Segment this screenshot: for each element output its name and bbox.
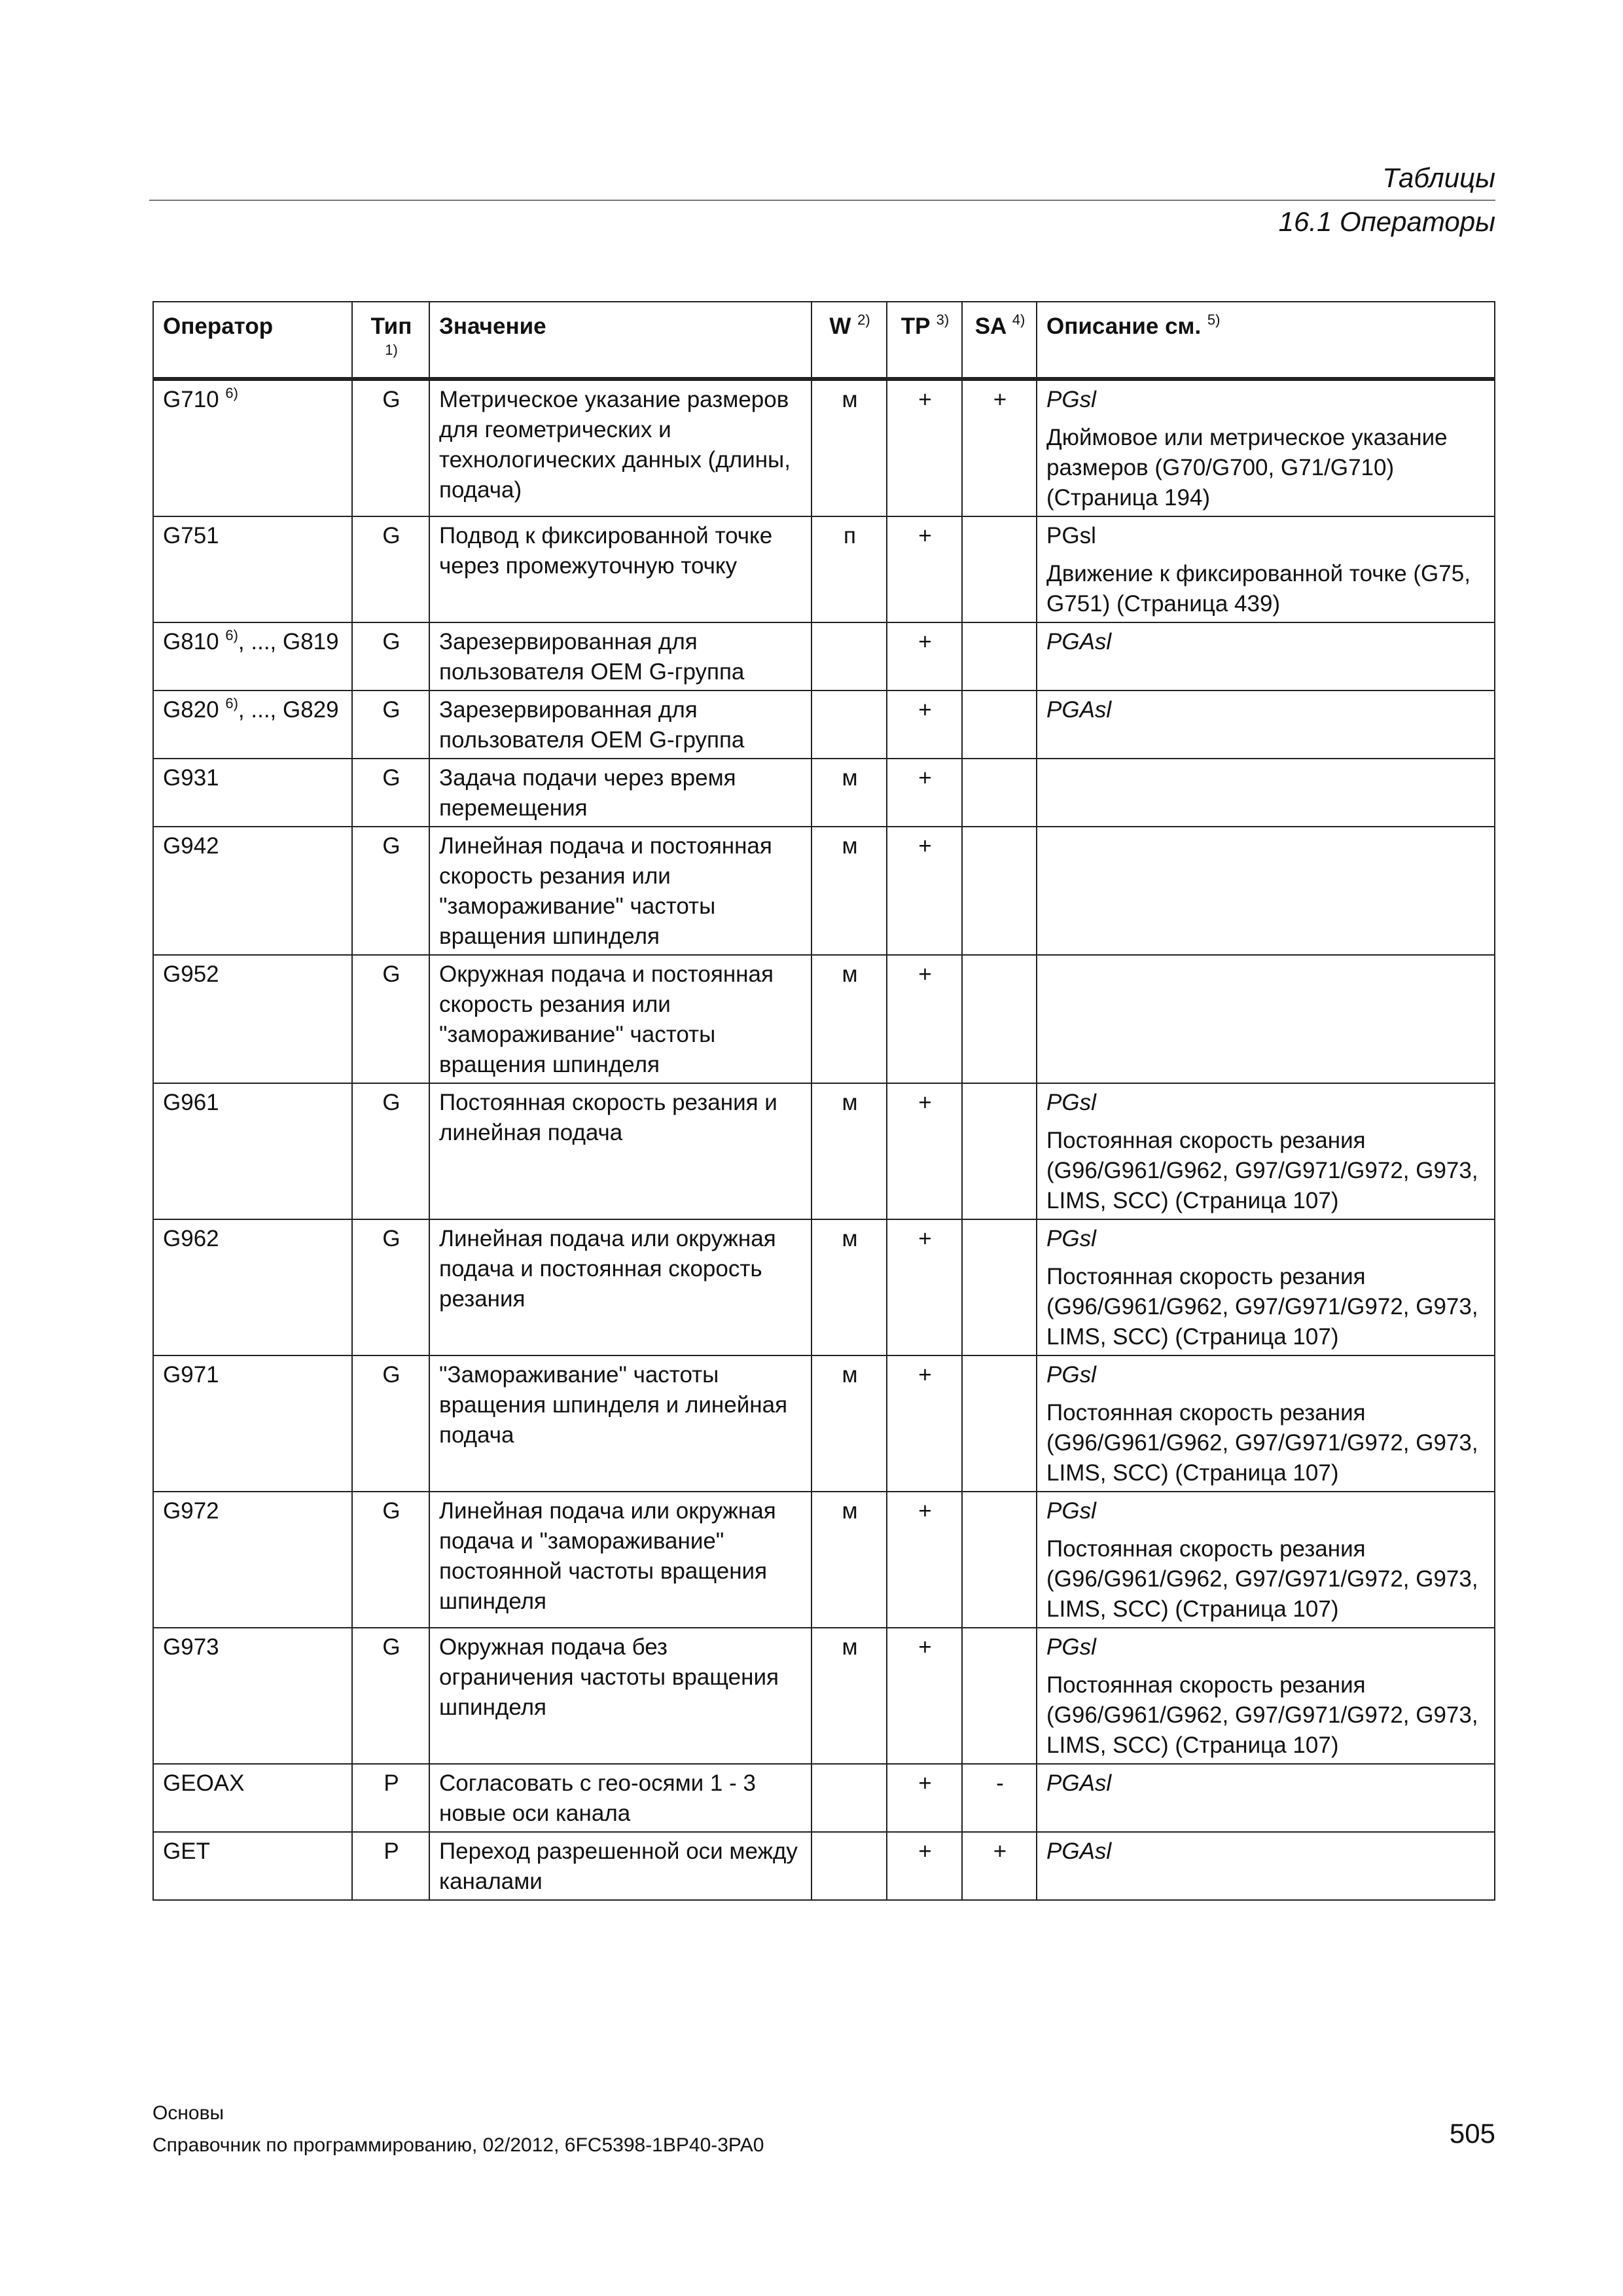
description-reference: PGsl xyxy=(1046,1362,1096,1388)
sa-cell xyxy=(962,622,1037,691)
sa-cell xyxy=(962,691,1037,759)
description-reference: PGAsl xyxy=(1046,1770,1112,1796)
tp-cell: + xyxy=(887,827,962,955)
column-header-description: Описание см. $^{5)}$ xyxy=(1037,302,1495,379)
w-cell: м xyxy=(812,1083,887,1219)
operator-cell xyxy=(153,1832,352,1900)
description-cell xyxy=(1037,1764,1495,1832)
type-cell: P xyxy=(352,1764,429,1832)
table-row xyxy=(153,1219,1495,1355)
w-cell: м xyxy=(812,827,887,955)
operator-code: G962 xyxy=(163,1226,219,1251)
table-body xyxy=(153,379,1495,1900)
meaning-cell: Окружная подача без ограничения частоты вращения шпинделя xyxy=(429,1628,812,1764)
operator-code: G942 xyxy=(163,833,219,859)
operator-code: G820 xyxy=(163,697,219,723)
description-cell xyxy=(1037,691,1495,759)
description-reference: PGsl xyxy=(1046,1634,1096,1660)
description-reference: PGsl xyxy=(1046,1090,1096,1115)
operators-table xyxy=(152,301,1495,1901)
w-cell: п xyxy=(812,516,887,622)
sa-cell xyxy=(962,1355,1037,1492)
meaning-cell: Переход разрешенной оси между каналами xyxy=(429,1832,812,1900)
tp-cell: + xyxy=(887,622,962,691)
operator-cell xyxy=(153,1764,352,1832)
tp-cell: + xyxy=(887,691,962,759)
description-reference: PGsl xyxy=(1046,1226,1096,1251)
w-cell: м xyxy=(812,1355,887,1492)
tp-cell: + xyxy=(887,1492,962,1628)
description-text: Постоянная скорость резания (G96/G961/G962, G97/G971/G972, G973, LIMS, SCC) (Страница 107) xyxy=(1046,1128,1478,1213)
tp-cell: + xyxy=(887,759,962,827)
footer-book-info: Справочник по программированию, 02/2012, 6FC5398-1BP40-3PA0 xyxy=(152,2134,764,2156)
table-row xyxy=(153,1628,1495,1764)
w-cell xyxy=(812,1764,887,1832)
sa-cell: - xyxy=(962,1764,1037,1832)
meaning-cell: Зарезервированная для пользователя OEM G-группа xyxy=(429,622,812,691)
operator-range: , ..., G829 xyxy=(238,697,339,723)
description-cell xyxy=(1037,516,1495,622)
table-row xyxy=(153,1492,1495,1628)
column-header-tp: TP $^{3)}$ xyxy=(887,302,962,379)
description-text: Постоянная скорость резания (G96/G961/G962, G97/G971/G972, G973, LIMS, SCC) (Страница 107) xyxy=(1046,1672,1478,1758)
sa-cell xyxy=(962,955,1037,1083)
meaning-cell: Окружная подача и постоянная скорость резания или "замораживание" частоты вращения шпинделя xyxy=(429,955,812,1083)
w-cell xyxy=(812,691,887,759)
meaning-cell: "Замораживание" частоты вращения шпинделя и линейная подача xyxy=(429,1355,812,1492)
table-row xyxy=(153,759,1495,827)
table-row xyxy=(153,1832,1495,1900)
operator-code: G710 xyxy=(163,387,219,412)
tp-cell: + xyxy=(887,379,962,516)
table-row xyxy=(153,516,1495,622)
table-header-row xyxy=(153,302,1495,379)
operator-code: G971 xyxy=(163,1362,219,1388)
page-number: 505 xyxy=(1449,2118,1495,2149)
tp-cell: + xyxy=(887,1832,962,1900)
operator-code: G972 xyxy=(163,1498,219,1524)
tp-cell: + xyxy=(887,516,962,622)
description-cell xyxy=(1037,1492,1495,1628)
meaning-cell: Линейная подача или окружная подача и "замораживание" постоянной частоты вращения шпинделя xyxy=(429,1492,812,1628)
description-text: Дюймовое или метрическое указание размеров (G70/G700, G71/G710) (Страница 194) xyxy=(1046,425,1448,511)
operator-cell xyxy=(153,516,352,622)
operator-cell xyxy=(153,1219,352,1355)
operator-code: GET xyxy=(163,1839,210,1864)
description-cell xyxy=(1037,955,1495,1083)
sa-cell xyxy=(962,759,1037,827)
type-cell: G xyxy=(352,827,429,955)
table-row xyxy=(153,1083,1495,1219)
operator-cell xyxy=(153,1083,352,1219)
description-cell xyxy=(1037,622,1495,691)
description-text: Постоянная скорость резания (G96/G961/G962, G97/G971/G972, G973, LIMS, SCC) (Страница 107) xyxy=(1046,1536,1478,1622)
section-title: Таблицы xyxy=(1382,162,1495,193)
meaning-cell: Подвод к фиксированной точке через промежуточную точку xyxy=(429,516,812,622)
type-cell: G xyxy=(352,759,429,827)
operator-cell xyxy=(153,1628,352,1764)
sa-cell: + xyxy=(962,379,1037,516)
description-reference: PGAsl xyxy=(1046,1839,1112,1864)
meaning-cell: Линейная подача и постоянная скорость резания или "замораживание" частоты вращения шпинделя xyxy=(429,827,812,955)
operator-cell xyxy=(153,622,352,691)
sa-cell: + xyxy=(962,1832,1037,1900)
tp-cell: + xyxy=(887,1083,962,1219)
operator-code: GEOAX xyxy=(163,1770,245,1796)
table-row xyxy=(153,1355,1495,1492)
sa-cell xyxy=(962,516,1037,622)
operator-cell xyxy=(153,379,352,516)
type-cell: G xyxy=(352,955,429,1083)
description-reference: PGAsl xyxy=(1046,629,1112,655)
operator-code: G961 xyxy=(163,1090,219,1115)
operator-cell xyxy=(153,827,352,955)
tp-cell: + xyxy=(887,1764,962,1832)
sa-cell xyxy=(962,1219,1037,1355)
type-cell: G xyxy=(352,691,429,759)
table-row xyxy=(153,1764,1495,1832)
operator-cell xyxy=(153,1355,352,1492)
description-cell xyxy=(1037,1355,1495,1492)
type-cell: G xyxy=(352,1628,429,1764)
sa-cell xyxy=(962,1628,1037,1764)
meaning-cell: Согласовать с гео-осями 1 - 3 новые оси канала xyxy=(429,1764,812,1832)
table-row xyxy=(153,827,1495,955)
w-cell: м xyxy=(812,379,887,516)
description-reference: PGsl xyxy=(1046,387,1096,412)
table-row xyxy=(153,622,1495,691)
operator-cell xyxy=(153,691,352,759)
meaning-cell: Постоянная скорость резания и линейная подача xyxy=(429,1083,812,1219)
operator-footnote: 6) xyxy=(225,695,238,711)
description-cell xyxy=(1037,827,1495,955)
description-reference: PGsl xyxy=(1046,523,1096,548)
description-reference: PGAsl xyxy=(1046,697,1112,723)
description-cell xyxy=(1037,1628,1495,1764)
type-cell: G xyxy=(352,379,429,516)
tp-cell: + xyxy=(887,955,962,1083)
w-cell: м xyxy=(812,1628,887,1764)
operator-code: G973 xyxy=(163,1634,219,1660)
table-row xyxy=(153,691,1495,759)
type-cell: G xyxy=(352,622,429,691)
meaning-cell: Задача подачи через время перемещения xyxy=(429,759,812,827)
sa-cell xyxy=(962,1083,1037,1219)
operator-footnote: 6) xyxy=(225,385,238,401)
operator-footnote: 6) xyxy=(225,627,238,643)
column-header-operator: Оператор xyxy=(153,302,352,379)
sa-cell xyxy=(962,827,1037,955)
column-header-type: Тип $^{1)}$ xyxy=(352,302,429,379)
description-cell xyxy=(1037,1083,1495,1219)
type-cell: G xyxy=(352,1219,429,1355)
table-row xyxy=(153,379,1495,516)
description-text: Постоянная скорость резания (G96/G961/G962, G97/G971/G972, G973, LIMS, SCC) (Страница 107) xyxy=(1046,1264,1478,1350)
operator-code: G810 xyxy=(163,629,219,655)
tp-cell: + xyxy=(887,1355,962,1492)
column-header-meaning: Значение xyxy=(429,302,812,379)
section-subtitle: 16.1 Операторы xyxy=(1278,206,1495,237)
description-cell xyxy=(1037,379,1495,516)
description-text: Постоянная скорость резания (G96/G961/G962, G97/G971/G972, G973, LIMS, SCC) (Страница 107) xyxy=(1046,1400,1478,1486)
meaning-cell: Линейная подача или окружная подача и постоянная скорость резания xyxy=(429,1219,812,1355)
operator-code: G931 xyxy=(163,765,219,791)
meaning-cell: Метрическое указание размеров для геометрических и технологических данных (длины, подача) xyxy=(429,379,812,516)
footer-book-title: Основы xyxy=(152,2102,224,2124)
operator-code: G952 xyxy=(163,961,219,987)
operator-range: , ..., G819 xyxy=(238,629,339,655)
header-divider xyxy=(149,200,1495,201)
operator-cell xyxy=(153,759,352,827)
sa-cell xyxy=(962,1492,1037,1628)
operator-code: G751 xyxy=(163,523,219,548)
description-text: Движение к фиксированной точке (G75, G751) (Страница 439) xyxy=(1046,561,1471,617)
operator-cell xyxy=(153,1492,352,1628)
operator-cell xyxy=(153,955,352,1083)
column-header-w: W $^{2)}$ xyxy=(812,302,887,379)
w-cell: м xyxy=(812,1219,887,1355)
w-cell: м xyxy=(812,1492,887,1628)
w-cell xyxy=(812,1832,887,1900)
type-cell: G xyxy=(352,1492,429,1628)
tp-cell: + xyxy=(887,1219,962,1355)
type-cell: P xyxy=(352,1832,429,1900)
description-reference: PGsl xyxy=(1046,1498,1096,1524)
meaning-cell: Зарезервированная для пользователя OEM G-группа xyxy=(429,691,812,759)
description-cell xyxy=(1037,1219,1495,1355)
type-cell: G xyxy=(352,1083,429,1219)
type-cell: G xyxy=(352,516,429,622)
w-cell: м xyxy=(812,759,887,827)
w-cell: м xyxy=(812,955,887,1083)
description-cell xyxy=(1037,1832,1495,1900)
table-row xyxy=(153,955,1495,1083)
column-header-sa: SA $^{4)}$ xyxy=(962,302,1037,379)
tp-cell: + xyxy=(887,1628,962,1764)
description-cell xyxy=(1037,759,1495,827)
type-cell: G xyxy=(352,1355,429,1492)
w-cell xyxy=(812,622,887,691)
